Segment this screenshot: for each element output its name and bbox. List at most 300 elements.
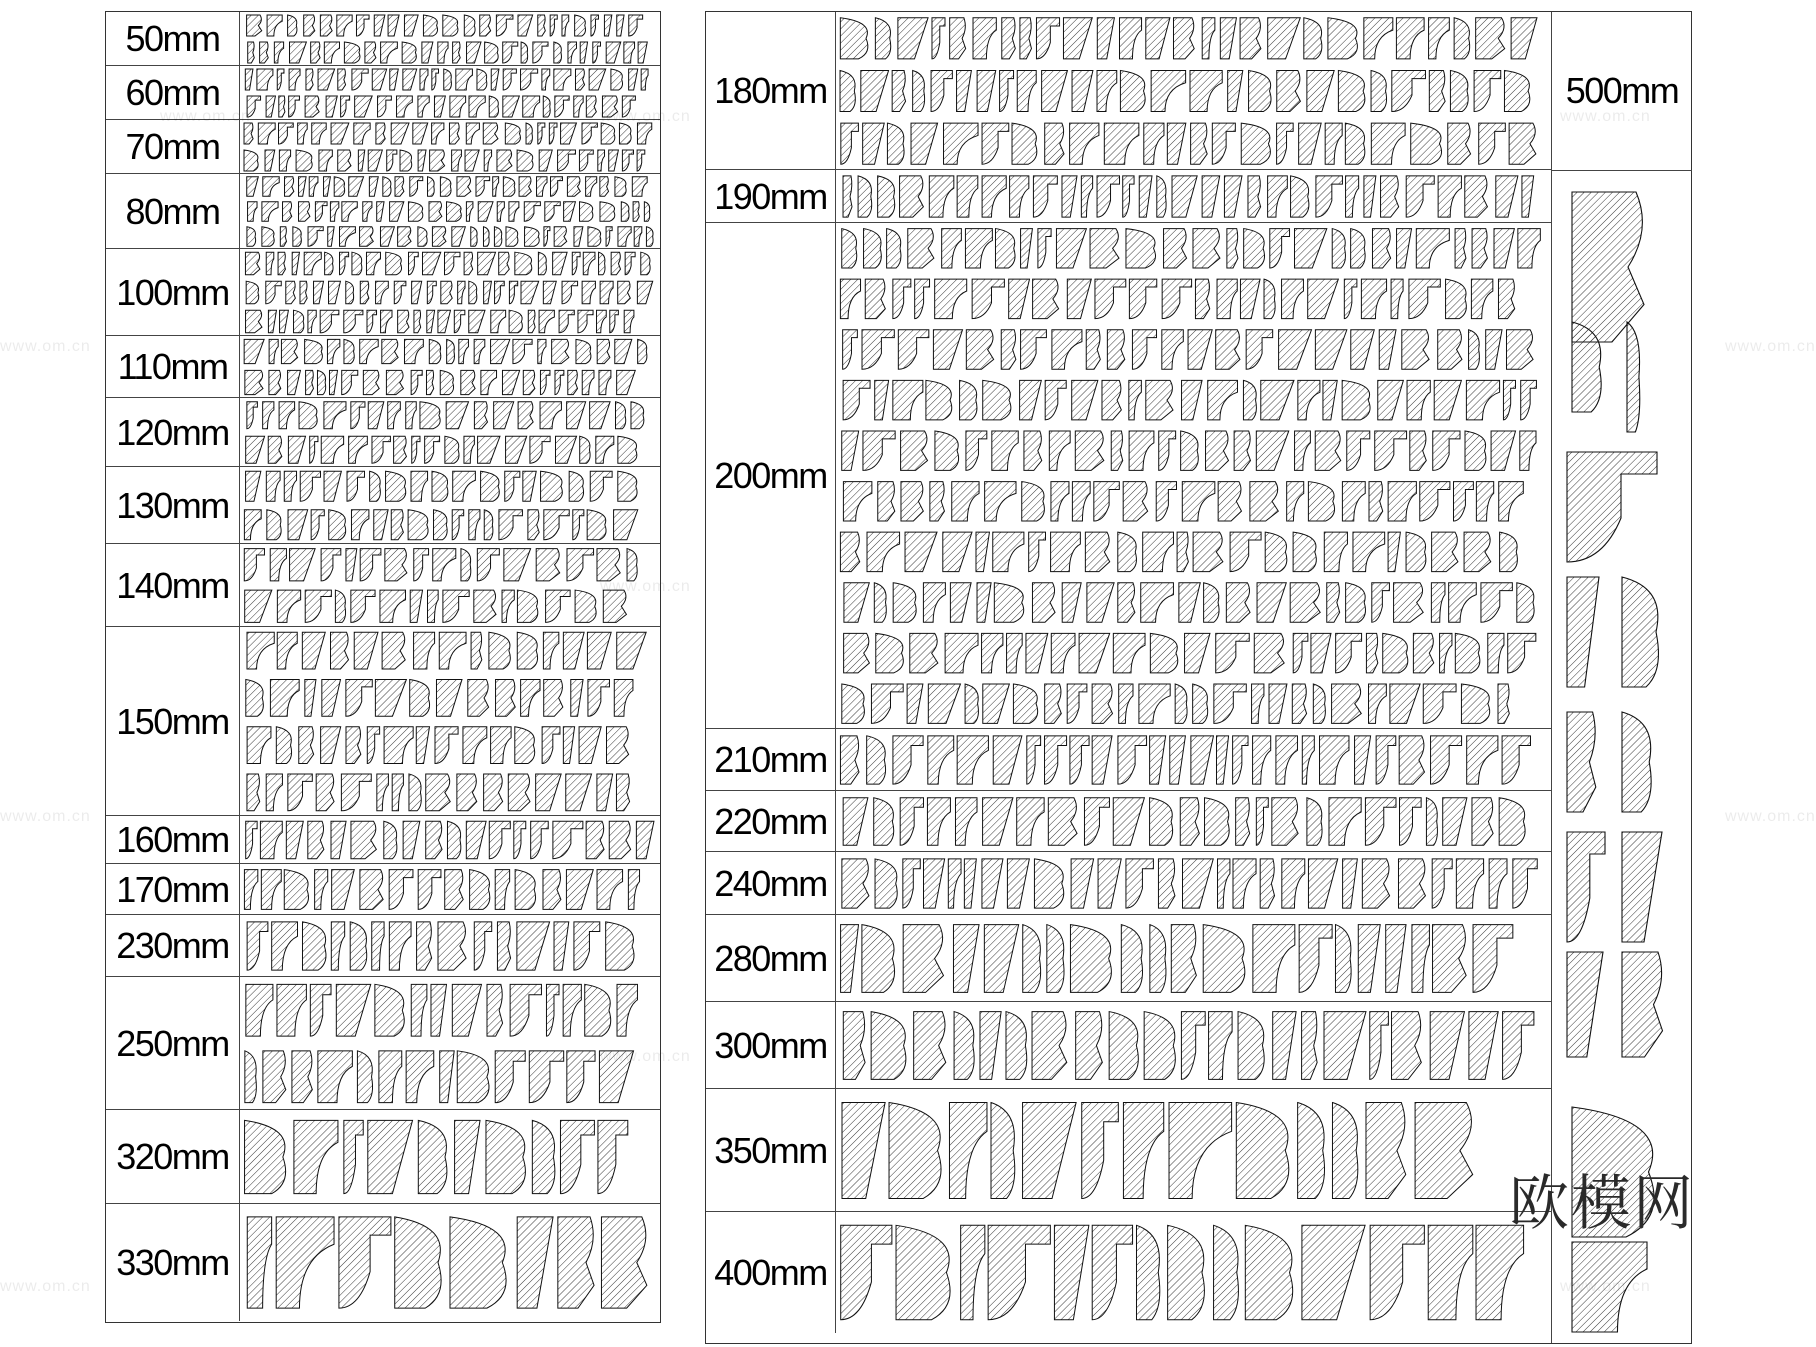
molding-profile [311, 510, 324, 540]
molding-profile [422, 42, 433, 63]
large-molding-profile [1622, 712, 1651, 812]
molding-profile [422, 252, 440, 275]
molding-profile [1012, 123, 1037, 164]
molding-profile [1449, 583, 1477, 622]
molding-profile [346, 679, 372, 716]
molding-profile [948, 859, 961, 908]
molding-profile [1412, 925, 1429, 993]
molding-profile [288, 370, 301, 394]
molding-profile [1049, 431, 1070, 470]
profile-drawings [240, 120, 660, 174]
molding-profile [279, 96, 285, 117]
molding-profile [972, 279, 1004, 318]
molding-profile [494, 227, 501, 247]
molding-profile [245, 1051, 257, 1103]
molding-profile [438, 922, 466, 970]
molding-profile [1335, 925, 1351, 993]
molding-profile [455, 1120, 480, 1193]
molding-profile [1304, 18, 1322, 59]
molding-profile [840, 70, 855, 111]
molding-profile [517, 1217, 553, 1308]
molding-profile [427, 310, 435, 333]
molding-profile [954, 1012, 974, 1080]
profile-drawings [240, 977, 660, 1110]
molding-profile [1428, 1225, 1473, 1319]
molding-profile [843, 380, 870, 419]
molding-profile [484, 150, 491, 171]
molding-profile [481, 471, 500, 501]
row-label: 190mm [706, 170, 836, 223]
molding-profile [1240, 18, 1261, 59]
molding-profile [1084, 798, 1109, 846]
molding-profile [1392, 1012, 1422, 1080]
molding-profile [272, 922, 298, 970]
molding-profile [555, 96, 569, 117]
molding-profile [553, 252, 567, 275]
molding-profile [1183, 859, 1214, 908]
molding-profile [945, 633, 978, 672]
molding-profile [1466, 380, 1499, 419]
molding-profile [580, 202, 593, 222]
molding-profile [544, 227, 550, 247]
molding-profile [617, 15, 624, 36]
row-label: 280mm [706, 915, 836, 1002]
molding-profile [317, 370, 325, 394]
molding-profile [552, 339, 569, 363]
molding-profile [262, 227, 274, 247]
molding-profile [461, 370, 475, 394]
molding-profile [1386, 925, 1406, 993]
molding-profile [1269, 684, 1287, 723]
profile-drawings [240, 544, 660, 627]
molding-profile [1202, 18, 1215, 59]
molding-profile [441, 281, 452, 304]
molding-profile [863, 123, 885, 164]
molding-profile [923, 583, 945, 622]
molding-profile [1473, 925, 1513, 993]
molding-profile [296, 150, 312, 171]
molding-profile [1498, 684, 1509, 723]
molding-profile [1157, 176, 1166, 217]
table-row [106, 627, 660, 816]
molding-profile [319, 150, 332, 171]
molding-profile [1126, 229, 1156, 268]
molding-profile [567, 177, 580, 197]
molding-profile [1253, 925, 1295, 993]
molding-profile [1250, 482, 1278, 521]
molding-profile [546, 984, 559, 1036]
molding-profile [1070, 925, 1111, 993]
molding-profile [1214, 1225, 1239, 1319]
molding-profile [1216, 736, 1228, 784]
molding-profile [1370, 1012, 1389, 1080]
molding-profile [567, 1051, 595, 1103]
profile-cell [836, 852, 1551, 915]
molding-profile [418, 150, 426, 171]
molding-profile [1209, 1012, 1233, 1080]
molding-profile [618, 227, 631, 247]
molding-profile [536, 549, 560, 581]
molding-profile [485, 42, 499, 63]
row-label: 60mm [106, 66, 240, 120]
molding-profile [1415, 1103, 1473, 1199]
molding-profile [621, 202, 629, 222]
profile-cell [836, 170, 1551, 223]
molding-profile [1446, 279, 1467, 318]
molding-profile [260, 42, 269, 63]
molding-profile [293, 227, 302, 247]
table-row [106, 977, 660, 1110]
molding-profile [1056, 229, 1086, 268]
molding-profile [336, 984, 370, 1036]
molding-profile [1146, 380, 1173, 419]
molding-profile [1048, 798, 1077, 846]
molding-profile [351, 590, 375, 622]
left-profile-table [105, 11, 661, 1323]
molding-profile [339, 1217, 391, 1308]
molding-profile [1150, 633, 1177, 672]
molding-profile [277, 590, 300, 622]
molding-profile [290, 549, 316, 581]
molding-profile [244, 549, 264, 581]
molding-profile [383, 177, 391, 197]
molding-profile [314, 281, 324, 304]
molding-profile [1082, 1103, 1119, 1199]
molding-profile [1394, 583, 1424, 622]
molding-profile [360, 227, 374, 247]
molding-profile [935, 431, 959, 470]
molding-profile [523, 370, 535, 394]
molding-profile [1042, 70, 1068, 111]
molding-profile [1254, 633, 1284, 672]
molding-profile [432, 69, 439, 90]
molding-profile [276, 1217, 334, 1308]
molding-profile [1433, 925, 1467, 993]
molding-profile [580, 42, 587, 63]
molding-profile [427, 281, 436, 304]
molding-profile [263, 1051, 286, 1103]
molding-profile [977, 583, 991, 622]
molding-profile [279, 150, 290, 171]
molding-profile [862, 330, 894, 369]
molding-profile [1498, 279, 1514, 318]
molding-profile [1227, 229, 1238, 268]
watermark: www.om.cn [1560, 1278, 1651, 1295]
molding-profile [935, 279, 967, 318]
molding-profile [344, 339, 354, 363]
molding-profile [1238, 1012, 1264, 1080]
molding-profile [1097, 70, 1117, 111]
molding-profile [636, 821, 654, 858]
molding-profile [1051, 532, 1081, 571]
molding-profile [355, 96, 373, 117]
molding-profile [905, 532, 937, 571]
molding-profile [1358, 925, 1380, 993]
molding-profile [466, 821, 486, 858]
row-label: 80mm [106, 174, 240, 249]
molding-profile [1121, 925, 1142, 993]
molding-profile [380, 590, 406, 622]
molding-profile [1156, 482, 1176, 521]
molding-profile [440, 177, 451, 197]
profile-drawings [240, 864, 660, 915]
molding-profile [585, 984, 611, 1036]
molding-profile [628, 870, 639, 910]
molding-profile [625, 252, 635, 275]
profile-cell [240, 249, 660, 336]
molding-profile [277, 632, 297, 669]
molding-profile [372, 436, 390, 463]
molding-profile [1282, 279, 1304, 318]
molding-profile [590, 402, 610, 429]
molding-profile [412, 436, 420, 463]
molding-profile [266, 96, 275, 117]
molding-profile [611, 69, 623, 90]
molding-profile [646, 227, 653, 247]
molding-profile [1010, 176, 1029, 217]
molding-profile [926, 380, 952, 419]
molding-profile [1001, 330, 1016, 369]
molding-profile [321, 549, 341, 581]
molding-profile [977, 70, 996, 111]
molding-profile [875, 380, 889, 419]
molding-profile [1469, 330, 1480, 369]
row-label-500mm: 500mm [1552, 12, 1692, 171]
molding-profile [889, 1103, 941, 1199]
molding-profile [284, 870, 308, 910]
molding-profile [464, 252, 473, 275]
molding-profile [385, 549, 407, 581]
molding-profile [1013, 684, 1037, 723]
molding-profile [1402, 330, 1429, 369]
molding-profile [1383, 633, 1408, 672]
profile-cell [240, 816, 660, 864]
molding-profile [907, 684, 923, 723]
molding-profile [597, 310, 607, 333]
molding-profile [1139, 176, 1152, 217]
molding-profile [840, 279, 860, 318]
molding-profile [367, 727, 379, 764]
molding-profile [1343, 859, 1358, 908]
molding-profile [1489, 859, 1507, 908]
molding-profile [1277, 123, 1294, 164]
molding-profile [484, 281, 492, 304]
molding-profile [1316, 176, 1343, 217]
molding-profile [395, 177, 404, 197]
molding-profile [1256, 431, 1288, 470]
molding-profile [414, 549, 429, 581]
molding-profile [614, 510, 638, 540]
molding-profile [1243, 380, 1256, 419]
large-molding-profile [1622, 832, 1662, 942]
table-row [106, 816, 660, 864]
molding-profile [1079, 633, 1110, 672]
molding-profile [1273, 1012, 1296, 1080]
molding-profile [408, 510, 428, 540]
molding-profile [536, 774, 561, 811]
molding-profile [1508, 633, 1536, 672]
molding-profile [567, 402, 586, 429]
table-row [706, 1089, 1551, 1212]
profile-cell [240, 120, 660, 174]
molding-profile [893, 279, 911, 318]
molding-profile [1205, 798, 1230, 846]
profile-drawings [240, 398, 660, 467]
molding-profile [247, 727, 271, 764]
molding-profile [1471, 279, 1492, 318]
molding-profile [574, 227, 583, 247]
molding-profile [434, 96, 445, 117]
molding-profile [386, 370, 403, 394]
molding-profile [587, 510, 606, 540]
molding-profile [525, 227, 540, 247]
molding-profile [563, 632, 584, 669]
molding-profile [474, 922, 491, 970]
molding-profile [903, 859, 920, 908]
molding-profile [377, 202, 384, 222]
molding-profile [586, 177, 597, 197]
molding-profile [843, 798, 868, 846]
molding-profile [1499, 798, 1525, 846]
molding-profile [444, 69, 452, 90]
molding-profile [554, 69, 571, 90]
molding-profile [629, 69, 638, 90]
molding-profile [1342, 482, 1365, 521]
molding-profile [344, 310, 363, 333]
molding-profile [1456, 859, 1483, 908]
row-label: 50mm [106, 12, 240, 66]
table-row [106, 174, 660, 249]
molding-profile [1029, 532, 1046, 571]
molding-profile [464, 436, 474, 463]
molding-profile [290, 42, 307, 63]
molding-profile [452, 510, 463, 540]
molding-profile [1021, 330, 1047, 369]
molding-profile [1246, 330, 1273, 369]
molding-profile [266, 471, 280, 501]
row-label: 110mm [106, 336, 240, 398]
molding-profile [1346, 583, 1366, 622]
table-row [106, 336, 660, 398]
molding-profile [1220, 18, 1236, 59]
molding-profile [308, 821, 324, 858]
molding-profile [1315, 431, 1340, 470]
molding-profile [1400, 798, 1422, 846]
molding-profile [1476, 18, 1505, 59]
molding-profile [329, 281, 341, 304]
table-row [706, 170, 1551, 223]
molding-profile [1191, 123, 1208, 164]
molding-profile [538, 339, 546, 363]
molding-profile [900, 176, 924, 217]
molding-profile [286, 281, 296, 304]
table-row [106, 864, 660, 915]
molding-profile [289, 96, 300, 117]
molding-profile [412, 281, 422, 304]
molding-profile [1469, 1012, 1498, 1080]
molding-profile [305, 339, 323, 363]
molding-profile [1171, 925, 1196, 993]
molding-profile [896, 1225, 950, 1319]
molding-profile [1256, 798, 1268, 846]
molding-profile [320, 15, 332, 36]
molding-profile [871, 684, 903, 723]
molding-profile [268, 436, 282, 463]
molding-profile [315, 870, 328, 910]
molding-profile [244, 123, 253, 144]
molding-profile [277, 984, 306, 1036]
profile-drawings [240, 1110, 660, 1204]
molding-profile [932, 18, 945, 59]
molding-profile [1392, 70, 1426, 111]
molding-profile [1347, 431, 1370, 470]
molding-profile [1450, 70, 1468, 111]
molding-profile [606, 42, 621, 63]
watermark: www.om.cn [0, 338, 91, 355]
molding-profile [583, 252, 595, 275]
molding-profile [497, 922, 510, 970]
molding-profile [1075, 431, 1104, 470]
molding-profile [515, 727, 535, 764]
molding-profile [1092, 1225, 1132, 1319]
molding-profile [418, 96, 429, 117]
molding-profile [1509, 123, 1536, 164]
molding-profile [365, 42, 376, 63]
molding-profile [528, 510, 539, 540]
molding-profile [1179, 583, 1200, 622]
molding-profile [611, 252, 620, 275]
molding-profile [354, 632, 378, 669]
watermark: www.om.cn [1725, 808, 1816, 825]
molding-profile [332, 870, 355, 910]
molding-profile [1182, 380, 1203, 419]
molding-profile [1506, 330, 1533, 369]
molding-profile [982, 123, 1009, 164]
watermark: www.om.cn [600, 108, 691, 125]
molding-profile [340, 252, 349, 275]
molding-profile [543, 281, 556, 304]
table-row [706, 1212, 1551, 1333]
molding-profile [248, 202, 257, 222]
molding-profile [1342, 380, 1370, 419]
molding-profile [1332, 1103, 1357, 1199]
molding-profile [418, 1120, 447, 1193]
molding-profile [504, 549, 531, 581]
profile-drawings [836, 223, 1551, 729]
molding-profile [269, 370, 281, 394]
molding-profile [245, 1120, 286, 1193]
molding-profile [578, 310, 593, 333]
molding-profile [445, 870, 463, 910]
molding-profile [841, 925, 859, 993]
profile-drawings [836, 12, 1551, 170]
large-molding-profile [1567, 452, 1657, 562]
molding-profile [1426, 798, 1437, 846]
molding-profile [446, 402, 468, 429]
molding-profile [1245, 1225, 1292, 1319]
molding-profile [1361, 279, 1386, 318]
molding-profile [410, 590, 422, 622]
molding-profile [331, 123, 349, 144]
molding-profile [395, 1217, 441, 1308]
molding-profile [1355, 736, 1371, 784]
molding-profile [294, 310, 304, 333]
molding-profile [637, 123, 651, 144]
molding-profile [1277, 70, 1301, 111]
molding-profile [609, 150, 619, 171]
molding-profile [305, 96, 319, 117]
molding-profile [506, 436, 527, 463]
